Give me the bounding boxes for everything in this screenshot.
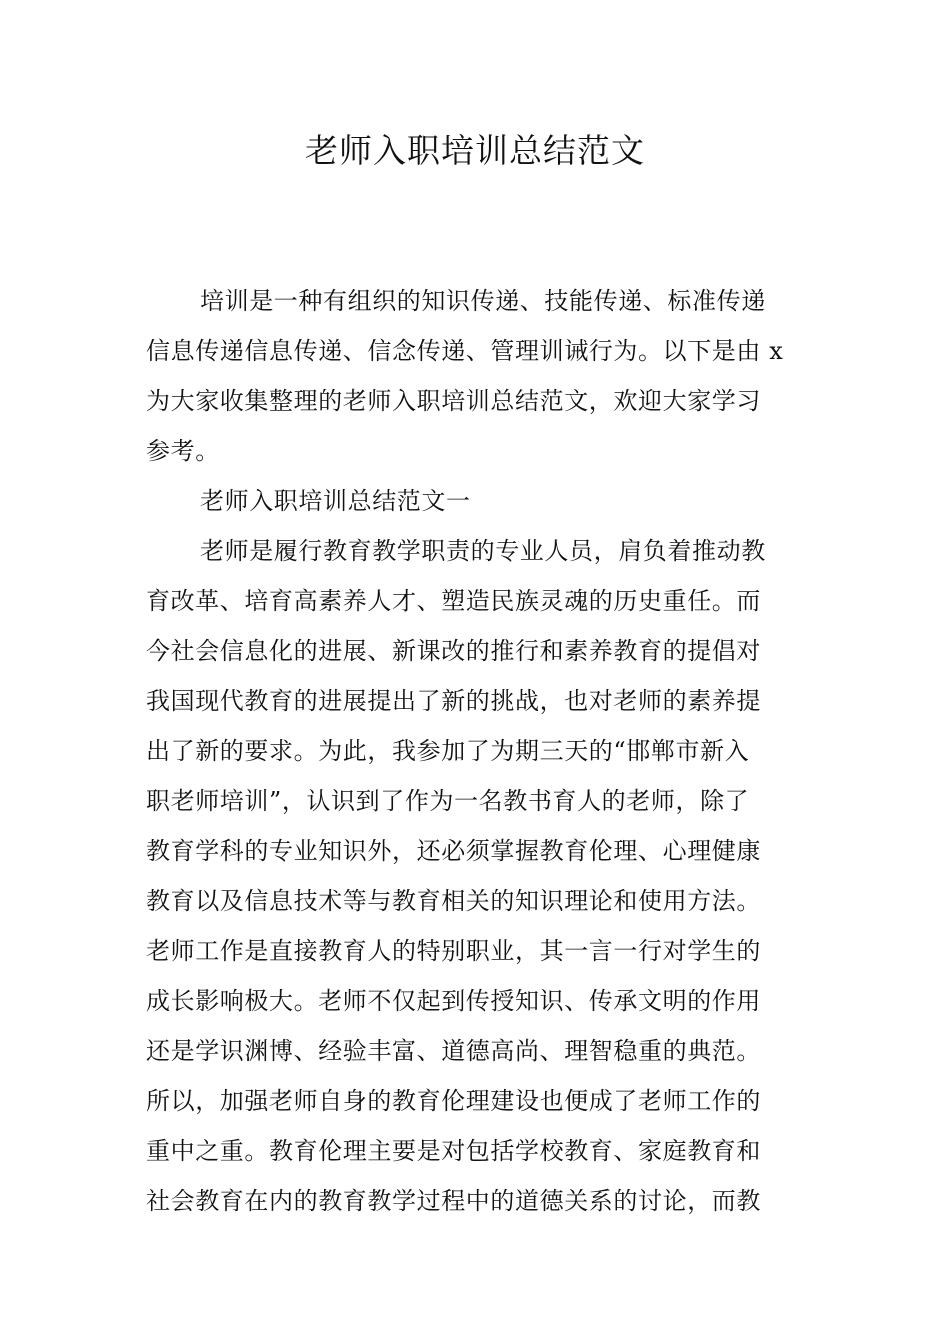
text-line: 社会教育在内的教育教学过程中的道德关系的讨论，而教 [146,1187,761,1215]
text-line: 重中之重。教育伦理主要是对包括学校教育、家庭教育和 [146,1137,761,1165]
text-line: 职老师培训”，认识到了作为一名教书育人的老师，除了 [146,787,750,815]
document-title: 老师入职培训总结范文 [305,131,645,170]
section-heading: 老师入职培训总结范文一 [200,487,471,515]
text-line: 老师是履行教育教学职责的专业人员，肩负着推动教 [200,537,766,565]
text-line: 参考。 [146,437,220,465]
text-line: 出了新的要求。为此，我参加了为期三天的“邯郸市新入 [146,737,750,765]
text-line: 育改革、培育高素养人才、塑造民族灵魂的历史重任。而 [146,587,761,615]
text-line: 今社会信息化的进展、新课改的推行和素养教育的提倡对 [146,637,761,665]
text-line: 所以，加强老师自身的教育伦理建设也便成了老师工作的 [146,1087,761,1115]
text-line: 还是学识渊博、经验丰富、道德高尚、理智稳重的典范。 [146,1037,761,1065]
text-line: 教育以及信息技术等与教育相关的知识理论和使用方法。 [146,887,761,915]
text-line: 我国现代教育的进展提出了新的挑战，也对老师的素养提 [146,687,761,715]
text-line: 老师工作是直接教育人的特别职业，其一言一行对学生的 [146,937,761,965]
text-line: 成长影响极大。老师不仅起到传授知识、传承文明的作用 [146,987,761,1015]
document-body [146,276,808,1226]
text-line: 为大家收集整理的老师入职培训总结范文，欢迎大家学习 [146,387,761,415]
text-line: 信息传递信息传递、信念传递、管理训诫行为。以下是由 x [146,337,784,365]
text-line: 教育学科的专业知识外，还必须掌握教育伦理、心理健康 [146,837,761,865]
text-line: 培训是一种有组织的知识传递、技能传递、标准传递 [200,287,766,315]
